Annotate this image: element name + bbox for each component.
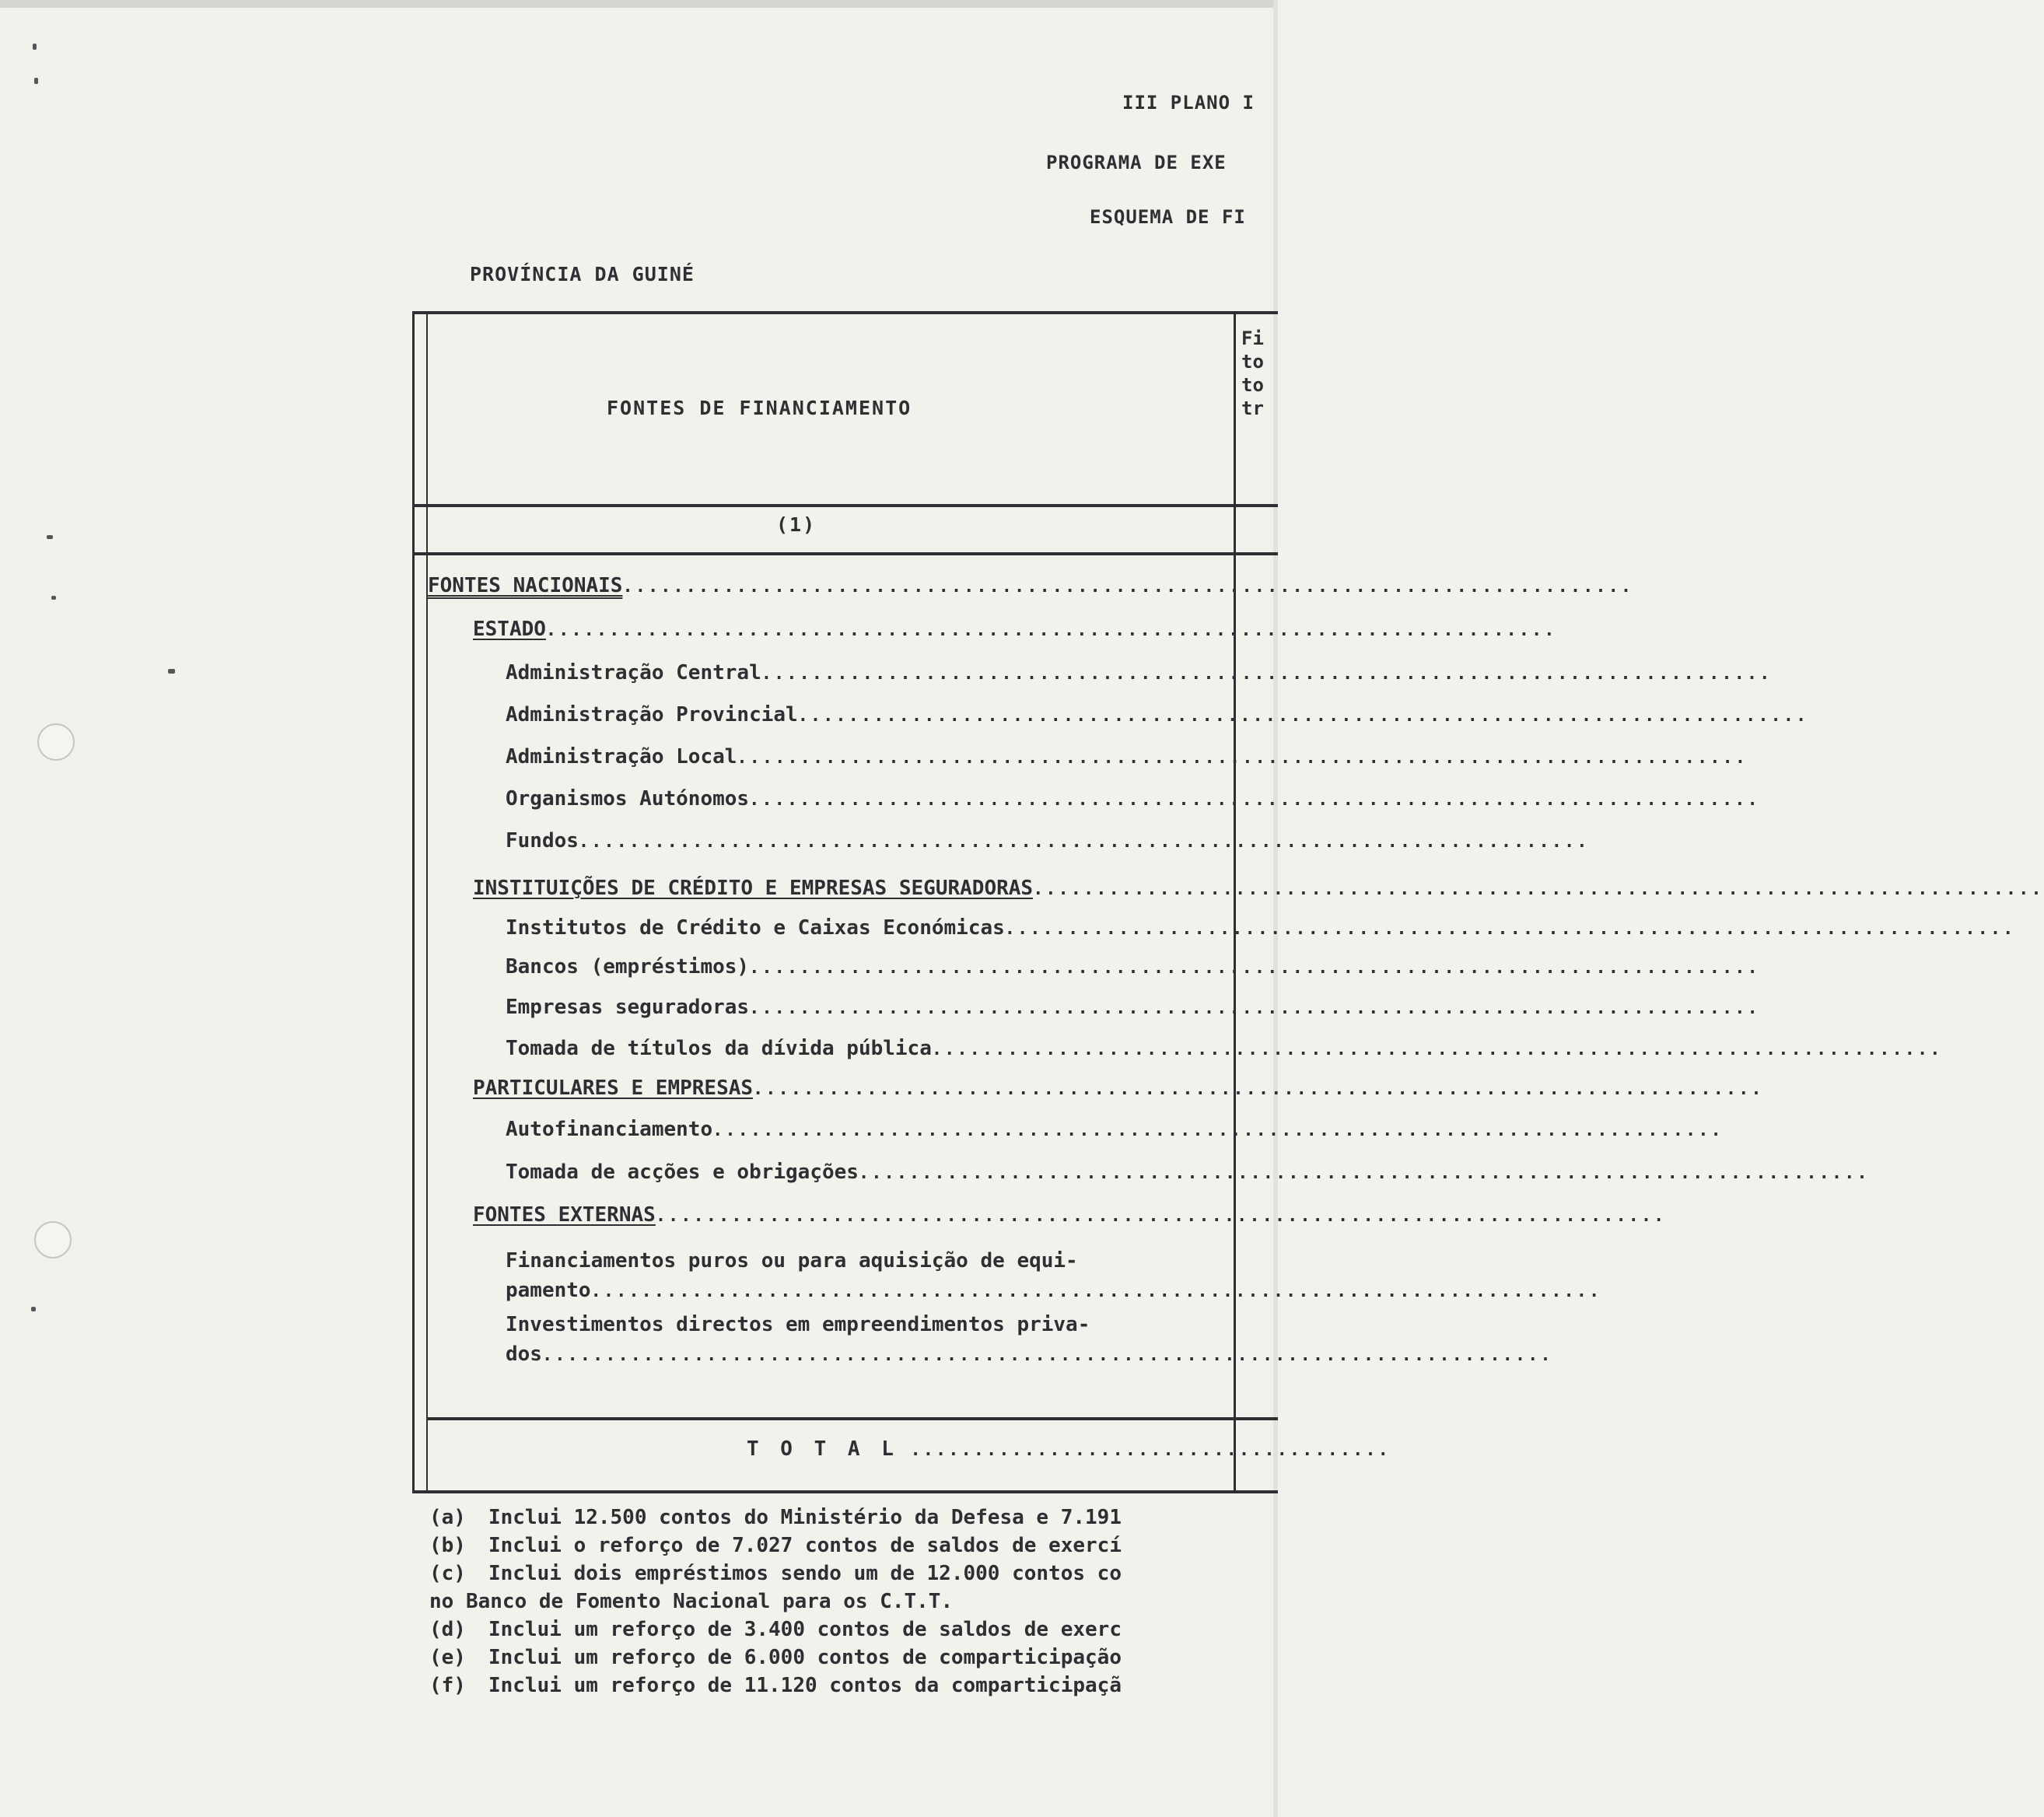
source-row [506, 661, 1773, 692]
source-label: ESTADO [473, 618, 546, 641]
fin-header-line: to [1241, 374, 1264, 396]
source-row [506, 996, 1760, 1027]
footnote [429, 1616, 1278, 1644]
source-row [428, 574, 1634, 605]
ink-speck [47, 535, 53, 539]
total-top-rule [426, 1417, 1278, 1420]
footnote [429, 1644, 1278, 1672]
program-title: PROGRAMA DE EXE [1046, 152, 1227, 173]
page-top-edge [0, 0, 1278, 8]
ink-speck [168, 669, 175, 674]
source-row [506, 1279, 1602, 1310]
leader-dots: ................................................................................ [931, 1040, 1943, 1059]
ink-speck [51, 596, 56, 600]
footnote-continuation: no Banco de Fomento Nacional para os C.T.T. [429, 1590, 954, 1613]
source-label: Organismos Autónomos [506, 787, 750, 810]
footnote-text: Inclui o reforço de 7.027 contos de saldos de exercí [488, 1534, 1122, 1557]
source-row [506, 703, 1809, 734]
footnote-text: Inclui um reforço de 3.400 contos de saldos de exerc [488, 1618, 1122, 1641]
scheme-title: ESQUEMA DE FI [1090, 206, 1246, 228]
source-row [473, 1203, 1667, 1234]
source-label: Administração Central [506, 661, 761, 684]
leader-dots: ................................................................................ [749, 958, 1760, 978]
source-row [506, 1249, 1226, 1280]
footnote-text: Inclui um reforço de 6.000 contos de comparticipação [488, 1646, 1122, 1669]
source-label: Bancos (empréstimos) [506, 955, 750, 979]
footnote [429, 1672, 1278, 1700]
ink-speck [34, 78, 38, 84]
source-label: Administração Provincial [506, 703, 798, 726]
column-title: FONTES DE FINANCIAMENTO [607, 397, 912, 419]
table-top-rule [412, 311, 1278, 314]
leader-dots: ................................................................................ [545, 621, 1557, 640]
leader-dots: ................................................................................ [578, 832, 1590, 852]
leader-dots: ................................................................................ [1033, 880, 2044, 899]
province-title: PROVÍNCIA DA GUINÉ [470, 263, 695, 285]
leader-dots: ................................................................................ [541, 1346, 1553, 1365]
source-row [473, 618, 1557, 649]
footnote [429, 1560, 1278, 1588]
leader-dots: ................................................................................ [622, 577, 1634, 597]
index-bottom-rule [412, 552, 1278, 555]
footnote-tag: (f) [429, 1674, 466, 1697]
footnote [429, 1504, 1278, 1532]
source-row [506, 829, 1590, 860]
source-row [506, 745, 1748, 776]
leader-dots: ...................................... [910, 1441, 1391, 1460]
source-label: Tomada de acções e obrigações [506, 1161, 859, 1184]
inner-left-rule [426, 314, 428, 1493]
source-row [473, 877, 2044, 908]
binder-hole [34, 1221, 72, 1259]
fin-header-line: to [1241, 351, 1264, 373]
leader-dots: ................................................................................ [858, 1164, 1870, 1183]
source-label: Administração Local [506, 745, 737, 768]
leader-dots: ................................................................................ [712, 1121, 1724, 1140]
leader-dots: ................................................................................ [753, 1080, 1764, 1099]
source-row [506, 1161, 1870, 1192]
source-label: Fundos [506, 829, 579, 852]
ink-speck [33, 44, 37, 50]
source-label: dos [506, 1343, 542, 1366]
leader-dots: ................................................................................ [749, 790, 1760, 810]
leader-dots: ................................................................................ [761, 664, 1773, 684]
ink-speck [31, 1307, 36, 1311]
binder-hole [37, 723, 75, 761]
leader-dots: ................................................................................ [737, 748, 1748, 768]
source-row [506, 1343, 1553, 1374]
source-row [506, 1037, 1943, 1068]
source-label: INSTITUIÇÕES DE CRÉDITO E EMPRESAS SEGURADORAS [473, 877, 1034, 900]
footnote-text: Inclui dois empréstimos sendo um de 12.000 contos co [488, 1562, 1122, 1585]
source-label: Institutos de Crédito e Caixas Económicas [506, 916, 1005, 940]
table-bottom-rule [412, 1490, 1278, 1493]
header-bottom-rule [412, 504, 1278, 507]
footnote-tag: (c) [429, 1562, 466, 1585]
leader-dots: ................................................................................ [655, 1206, 1667, 1226]
source-row [506, 1313, 1226, 1344]
source-label: PARTICULARES E EMPRESAS [473, 1077, 754, 1100]
table-left-rule [412, 311, 415, 1493]
footnote [429, 1532, 1278, 1560]
source-row [506, 916, 2016, 947]
leader-dots: ................................................................................ [590, 1282, 1602, 1301]
leader-dots: ................................................................................ [1004, 919, 2016, 939]
source-label: Financiamentos puros ou para aquisição de equi- [506, 1249, 1078, 1273]
footnote-tag: (b) [429, 1534, 466, 1557]
plan-title: III PLANO I [1122, 92, 1255, 114]
source-row [506, 1118, 1724, 1149]
source-row [506, 787, 1760, 818]
source-label: FONTES NACIONAIS [428, 574, 623, 597]
source-label: Empresas seguradoras [506, 996, 750, 1019]
fin-header-line: tr [1241, 397, 1264, 419]
fin-header-line: Fi [1241, 327, 1264, 349]
source-label: pamento [506, 1279, 591, 1302]
source-label: Autofinanciamento [506, 1118, 713, 1141]
leader-dots: ................................................................................ [749, 999, 1760, 1018]
column-index: (1) [776, 513, 817, 536]
footnote-tag: (a) [429, 1506, 466, 1529]
source-row [473, 1077, 1764, 1108]
source-label: FONTES EXTERNAS [473, 1203, 656, 1227]
total-row [747, 1437, 1391, 1469]
source-label: Tomada de títulos da dívida pública [506, 1037, 932, 1060]
footnote-tag: (d) [429, 1618, 466, 1641]
financing-table [412, 311, 2044, 1493]
total-label: T O T A L [747, 1437, 898, 1461]
column-divider [1234, 311, 1236, 1493]
leader-dots: ................................................................................ [797, 706, 1809, 726]
footnote-tag: (e) [429, 1646, 466, 1669]
source-row [506, 955, 1760, 986]
source-label: Investimentos directos em empreendimentos priva- [506, 1313, 1090, 1336]
footnote-text: Inclui um reforço de 11.120 contos da comparticipaçã [488, 1674, 1122, 1697]
footnote-text: Inclui 12.500 contos do Ministério da Defesa e 7.191 [488, 1506, 1122, 1529]
financing-column-header [1241, 327, 1278, 420]
footnotes [429, 1504, 1278, 1700]
